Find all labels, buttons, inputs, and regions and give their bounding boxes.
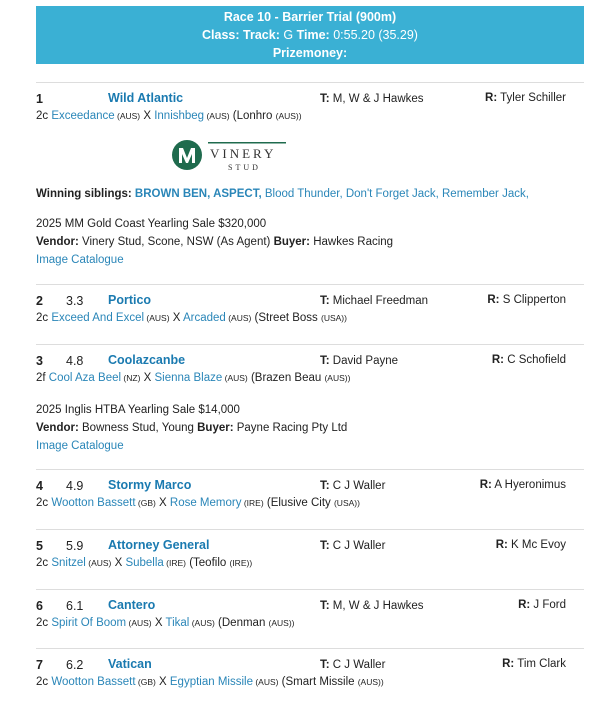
damsire: (Smart Missile [278, 676, 358, 688]
sire-country: (AUS) [85, 558, 112, 568]
dam-link[interactable]: Subella [125, 557, 164, 569]
trainer-name: M, W & J Hawkes [332, 93, 424, 105]
rider-label: R: [502, 658, 515, 670]
vendor-label: Vendor: [36, 236, 83, 248]
runner-number: 1 [36, 92, 43, 106]
vendor-name: Vinery Stud, Scone, NSW (As Agent) [82, 236, 274, 248]
sire-link[interactable]: Spirit Of Boom [51, 617, 127, 629]
sale-links [36, 440, 124, 452]
catalogue-link[interactable]: Catalogue [71, 440, 124, 452]
sire-country: (GB) [135, 677, 156, 687]
rider-name: J Ford [533, 599, 566, 611]
dam-country: (AUS) [225, 313, 252, 323]
damsire-country: (USA)) [333, 498, 360, 508]
buyer-label: Buyer: [197, 422, 237, 434]
row-divider [36, 82, 584, 83]
rider [487, 294, 566, 306]
trainer-name: Michael Freedman [332, 295, 429, 307]
damsire-country: (AUS)) [275, 111, 302, 121]
age-sex: 2c [36, 676, 52, 688]
rider-label: R: [495, 539, 508, 551]
vendor-label: Vendor: [36, 422, 83, 434]
pedigree [36, 312, 347, 324]
trainer-name: M, W & J Hawkes [332, 600, 424, 612]
vinery-stud-logo [170, 136, 290, 174]
sire-country: (AUS) [126, 618, 152, 628]
row-divider [36, 529, 584, 530]
runner-price: 6.1 [66, 599, 84, 613]
runner-number: 7 [36, 658, 43, 672]
trainer [320, 93, 424, 105]
age-sex: 2c [36, 110, 52, 122]
trainer [320, 355, 398, 367]
age-sex: 2c [36, 557, 52, 569]
runner-number: 4 [36, 479, 43, 493]
trainer-label: T: [320, 659, 330, 671]
damsire: (Brazen Beau [247, 372, 325, 384]
dam-link[interactable]: Egyptian Missile [169, 676, 253, 688]
cross-x: X [140, 110, 155, 122]
damsire: (Elusive City [263, 497, 334, 509]
trainer [320, 480, 385, 492]
damsire-country: (AUS)) [324, 373, 351, 383]
dam-country: (AUS) [189, 618, 215, 628]
cross-x: X [155, 497, 170, 509]
sale-links [36, 254, 124, 266]
horse-name-link[interactable]: Stormy Marco [108, 478, 192, 492]
rider-name: Tim Clark [517, 658, 566, 670]
damsire: (Lonhro [229, 110, 276, 122]
trainer-label: T: [320, 540, 330, 552]
rider-name: K Mc Evoy [511, 539, 566, 551]
dam-country: (AUS) [204, 111, 230, 121]
pedigree [36, 617, 295, 629]
rider [502, 658, 566, 670]
trainer-name: C J Waller [332, 659, 386, 671]
dam-link[interactable]: Arcaded [182, 312, 226, 324]
trainer [320, 295, 428, 307]
image-link[interactable]: Image [36, 254, 68, 266]
damsire-country: (AUS)) [268, 618, 295, 628]
sire-link[interactable]: Exceedance [51, 110, 115, 122]
rider-label: R: [491, 354, 504, 366]
sire-link[interactable]: Snitzel [51, 557, 86, 569]
dam-country: (IRE) [163, 558, 187, 568]
dam-link[interactable]: Tikal [165, 617, 190, 629]
damsire: (Street Boss [251, 312, 321, 324]
damsire-country: (USA)) [321, 313, 347, 323]
horse-name-link[interactable]: Cantero [108, 598, 156, 612]
row-divider [36, 648, 584, 649]
age-sex: 2c [36, 617, 52, 629]
rider-name: A Hyeronimus [494, 479, 566, 491]
sibling-link[interactable]: BROWN BEN, [134, 188, 214, 200]
sire-country: (NZ) [121, 373, 141, 383]
catalogue-link[interactable]: Catalogue [71, 254, 124, 266]
trainer-label: T: [320, 480, 330, 492]
rider-label: R: [479, 479, 492, 491]
rider-name: Tyler Schiller [500, 92, 566, 104]
row-divider [36, 344, 584, 345]
horse-name-link[interactable]: Coolazcanbe [108, 353, 186, 367]
runner-price: 3.3 [66, 294, 84, 308]
rider-name: C Schofield [507, 354, 566, 366]
pedigree [36, 676, 384, 688]
trainer-label: T: [320, 93, 330, 105]
horse-name-link[interactable]: Attorney General [108, 538, 210, 552]
rider [518, 599, 566, 611]
horse-name-link[interactable]: Vatican [108, 657, 152, 671]
runner-price: 6.2 [66, 658, 84, 672]
trainer [320, 600, 424, 612]
dam-link[interactable]: Rose Memory [169, 497, 242, 509]
sibling-link[interactable]: Blood Thunder, [264, 188, 346, 200]
trainer-label: T: [320, 295, 330, 307]
cross-x: X [111, 557, 126, 569]
trainer-name: C J Waller [332, 540, 386, 552]
trainer-label: T: [320, 355, 330, 367]
winning-siblings [36, 188, 529, 200]
sire-country: (AUS) [144, 313, 170, 323]
trainer-label: T: [320, 600, 330, 612]
sire-link[interactable]: Wootton Bassett [51, 497, 136, 509]
prizemoney-label: Prizemoney: [272, 46, 348, 60]
horse-name-link[interactable]: Portico [108, 293, 152, 307]
rider-name: S Clipperton [502, 294, 566, 306]
pedigree [36, 372, 350, 384]
pedigree [36, 557, 252, 569]
vendor-buyer [36, 422, 347, 434]
row-divider [36, 284, 584, 285]
siblings-label: Winning siblings: [36, 188, 135, 200]
row-divider [36, 589, 584, 590]
rider [480, 479, 566, 491]
pedigree [36, 497, 360, 509]
runner-number: 5 [36, 539, 43, 553]
buyer-label: Buyer: [273, 236, 314, 248]
damsire: (Teofilo [186, 557, 230, 569]
rider-label: R: [487, 294, 500, 306]
runner-price: 5.9 [66, 539, 84, 553]
image-link[interactable]: Image [36, 440, 68, 452]
pedigree [36, 110, 302, 122]
sibling-link[interactable]: ASPECT, [213, 188, 265, 200]
race-header [36, 6, 584, 64]
dam-country: (AUS) [252, 677, 279, 687]
rider [496, 539, 566, 551]
rider [492, 354, 566, 366]
sire-link[interactable]: Cool Aza Beel [48, 372, 122, 384]
runner-number: 3 [36, 354, 43, 368]
cross-x: X [155, 676, 170, 688]
age-sex: 2c [36, 312, 52, 324]
dam-country: (IRE) [241, 498, 264, 508]
sale-info: 2025 Inglis HTBA Yearling Sale $14,000 [36, 404, 240, 416]
sire-link[interactable]: Exceed And Excel [51, 312, 145, 324]
sire-country: (AUS) [114, 111, 141, 121]
runner-price: 4.8 [66, 354, 84, 368]
dam-link[interactable]: Innishbeg [154, 110, 205, 122]
sibling-link[interactable]: Remember Jack, [442, 188, 529, 200]
trainer [320, 659, 385, 671]
race-info: Class: Track: G Time: 0:55.20 (35.29) [202, 28, 418, 42]
damsire-country: (AUS)) [357, 677, 384, 687]
horse-name-link[interactable]: Wild Atlantic [108, 91, 184, 105]
logo-sub: STUD [228, 163, 261, 172]
vendor-name: Bowness Stud, Young [82, 422, 198, 434]
rider [485, 92, 566, 104]
logo-brand: VINERY [210, 146, 277, 161]
trainer-name: David Payne [332, 355, 399, 367]
rider-label: R: [518, 599, 531, 611]
buyer-name: Payne Racing Pty Ltd [236, 422, 348, 434]
dam-country: (AUS) [222, 373, 248, 383]
cross-x: X [151, 617, 166, 629]
buyer-name: Hawkes Racing [313, 236, 394, 248]
row-divider [36, 469, 584, 470]
age-sex: 2c [36, 497, 52, 509]
race-title: Race 10 - Barrier Trial (900m) [223, 10, 397, 24]
cross-x: X [140, 372, 155, 384]
age-sex: 2f [36, 372, 49, 384]
damsire: (Denman [214, 617, 269, 629]
sire-link[interactable]: Wootton Bassett [51, 676, 136, 688]
sibling-link[interactable]: Don't Forget Jack, [345, 188, 442, 200]
runner-number: 6 [36, 599, 43, 613]
sale-info: 2025 MM Gold Coast Yearling Sale $320,000 [36, 218, 267, 230]
dam-link[interactable]: Sienna Blaze [154, 372, 223, 384]
trainer [320, 540, 385, 552]
rider-label: R: [485, 92, 498, 104]
sire-country: (GB) [135, 498, 156, 508]
trainer-name: C J Waller [332, 480, 386, 492]
cross-x: X [169, 312, 183, 324]
runner-number: 2 [36, 294, 43, 308]
vendor-buyer [36, 236, 393, 248]
runner-price: 4.9 [66, 479, 84, 493]
damsire-country: (IRE)) [229, 558, 253, 568]
